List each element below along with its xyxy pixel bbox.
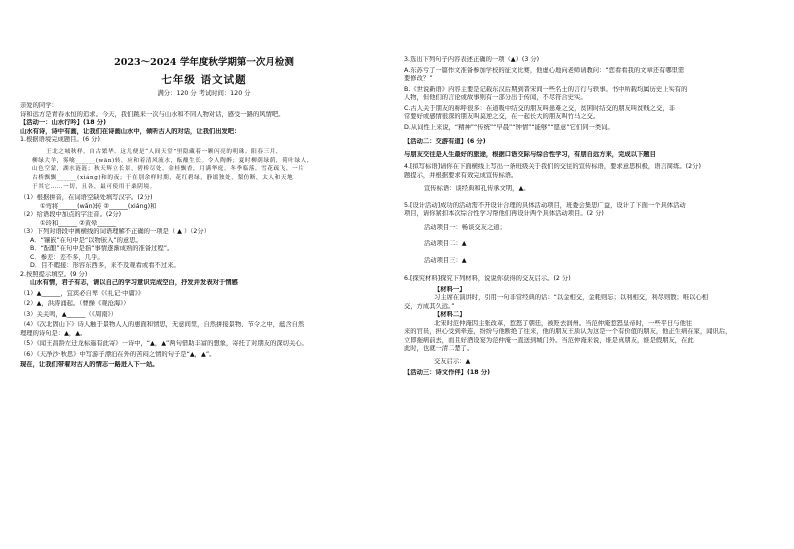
question-2-intro: 山水有情，君子有志，请以自己的学习意识完成空白，抒发并发表对于情感 — [30, 279, 238, 287]
slogan-fill: 宣传标语：谈经典和孔传承文明，▲。 — [424, 185, 530, 192]
material-2-text-cont: 立即拖病前去，而且好酒设宴为范仲淹一直送到城门外。当范仲淹来说，谁是真朋友，谁是假朋友，在此 — [404, 336, 694, 344]
exam-subtitle: 七年级 语文试题 — [161, 73, 247, 86]
question-3: 3.选出下列句子内容表述正确的一项（▲）(3 分) — [404, 56, 540, 63]
left-column — [20, 0, 388, 370]
activity-one-heading: 【活动一：山水行吟】(18 分) — [20, 119, 106, 127]
activity-item-1: 活动项目一：畅谈交友之道； — [424, 223, 506, 231]
right-column — [404, 56, 776, 378]
passage-line: 古桥飘飘______(xìáng)和的夜；于在别余样时期，花红碧绿，静谧独处，梨仿断，太人和天地 — [32, 174, 294, 181]
question-5: 5.[设计活动]成功的活动需不开设计合理的具体活动项目，班委会集思广益，设计了下面一个具体活动 — [404, 201, 686, 209]
material-2-text-cont: 来的官员，担心受到牵连，纷纷与他断绝了往来，他的朋友王质认为这是一个有价值的朋友，他正生病在家，闻讯后， — [404, 328, 732, 335]
question-1: 1.根据语境完成题目。(6 分) — [20, 136, 100, 144]
question-1-2: （2）给语段中加点的字注音。(2分) — [20, 211, 122, 219]
q3-option-a: A.东苏亏了一篇作文准备参加学校的征文比赛，他虚心地向老师请教问：“您看看我的文章还有哪里需 — [404, 66, 685, 74]
question-6: 6.[探究材料]探究下列材料，说说你获得的交友启示。(2 分) — [404, 275, 571, 282]
question-2-4: （4）《次北固山下》诗人触于景物人人的惠面和情思，无意间里，自然拼接景物、节令之中，蕴含自然 — [20, 321, 305, 329]
q3-option-d: D.从词性上来说，“精神”“传统”“早晨”“钟情”“能够”“愿意”它们同一类词。 — [404, 123, 614, 131]
question-2-6: （6）《天净沙·秋思》中写游子漂泊在外的苦闷之情的句子是“▲，▲”。 — [20, 350, 216, 358]
question-2-5: （5）《闻王昌龄左迁龙标遥有此寄》一诗中，“▲，▲”两句借助丰富的想象，寄托了对朋友的深切关心。 — [20, 340, 308, 348]
material-1-text-cont: 交，方成其久远。” — [404, 302, 455, 310]
greeting: 亲爱的同学： — [20, 102, 58, 110]
passage-line: 于其它……一切，且各，最可使用于桑阴境。 — [32, 183, 156, 190]
question-5-cont: 项目，请你紧扣本次综合性学习帮他们再设计两个具体活动项目。(2 分) — [404, 210, 604, 217]
activity-two-heading: 【活动二：交游有道】(6 分) — [404, 138, 486, 145]
question-2-4-cont: 理理的诗句是：▲，▲。 — [20, 329, 87, 337]
question-1-1: （1）根据拼音，在词语空缺处填写汉字。(2分) — [20, 194, 153, 202]
material-1-heading: 【材料一】 — [434, 285, 466, 293]
activity-item-2: 活动项目二：▲ — [424, 240, 467, 247]
passage-line: 山色空蒙，湖水涟涟；秋天辉立长景，碧桥尽处，金桂飘香，月满华庭。冬季临落，雪花疏飞，一片 — [32, 166, 305, 173]
material-2-text: 北宋时范仲淹因主张改革，惹怒了朝廷，被贬去润州。当范仲淹惹怒皇帝时，一些平日与他往 — [434, 319, 693, 327]
q3-option-c: C.古人关于朋友的称呼很多：在道吸中结交的朋友叫患难之交，贫困时结交的朋友叫贫贱之交，非 — [404, 104, 675, 112]
q3-option-b-cont: 人物，但他们的言论或故事则有一部分出于传闻，不尽符合史实。 — [404, 94, 587, 101]
activity-item-3: 活动项目三：▲ — [424, 256, 467, 264]
question-4: 4.[拟写标语]请你在下面横线上写出一条班级关于我们的交往的宣传标语，要求意思积极，语言简练。(2分) — [404, 163, 701, 170]
question-2-2: （2）▲，洪涛涌起。（曹操《观沧海》） — [20, 300, 130, 308]
passage-line: 柳绿大羊，雾噙______(wān)转，应和着清风流水，酝酿生长。令人陶醉；夏时柳荫绿荫，荷叶绿人， — [32, 157, 314, 164]
insight-fill: 交友启示：▲ — [434, 357, 471, 365]
q3-option-a-cont: 要修改？” — [404, 75, 433, 82]
question-2: 2.按照提示填空。(9 分) — [20, 270, 88, 278]
question-2-3: （3）关关鸣，▲______（《周南》） — [20, 310, 118, 318]
material-2-text-cont: 此时，也就一清二楚了。 — [404, 345, 474, 352]
option-a: A．“镶嵌”在句中是“以物嵌入”的意思。 — [30, 236, 142, 244]
question-4-cont: 题提示，并根据要求有效完成宣传标语。 — [404, 171, 518, 179]
exam-meta: 满分：120 分 考试时间：120 分 — [157, 89, 251, 97]
option-c: C．参差：差不多，几乎。 — [30, 253, 104, 261]
question-1-1-blanks: ①弯将______(wān)转 ②______(xiáng)和 — [40, 202, 157, 210]
activity-two-note: 与朋友交往是人生最好的旅途，根据口语交际与综合性学习，有朋自远方来，完成以下题目 — [404, 150, 656, 158]
option-d: D．目不暇接：形容东西多，来不及观看或看不过来。 — [30, 262, 180, 270]
q3-option-c-cont: 常要好或感情很深的朋友叫莫逆之交，在一起长大的朋友叫竹马之交。 — [404, 113, 600, 120]
reading-passage — [20, 148, 388, 191]
intro-text: 诗和远方是青春永恒的追求。今天，我们跳来一次与山水和不同人物对话，感受一路的风情吧。 — [20, 110, 285, 118]
question-1-3: （3）下列对语段中画横线的词语理解不正确的一项是（ ▲ ）（2分） — [20, 228, 211, 236]
option-b: B．“酝酿”在句中是指“事情逐渐成熟的准备过程”。 — [30, 245, 174, 253]
exam-title: 2023～2024 学年度秋学期第一次月检测 — [114, 57, 294, 68]
activity-three-heading: 【活动三：诗文作伴】(18 分) — [404, 369, 490, 376]
material-1-text: 习主席在演讲时，引用一句非常经典的话：“以金相交，金耗则忘；以利相交，利尽则散；唯以心相 — [434, 294, 709, 301]
activity-one-note: 山水有诗，诗中有画，让我们在诗画山水中，倾听古人的对话，让我们出发吧： — [20, 127, 241, 135]
passage-line: 王北之城秋样，自古繁华。这儿便是“人间天堂”里隐藏着一颗闪亮的明珠。阳春三月， — [46, 148, 283, 155]
question-1-2-blanks: ①玲和______ ②黄晕______ — [40, 219, 117, 227]
question-2-1: （1）▲______，宜宾必自卑《《礼记·中庸》》 — [20, 289, 145, 297]
transition-note: 现在，让我们带着对古人的情志一路进入下一站。 — [20, 361, 159, 369]
material-2-heading: 【材料二】 — [434, 311, 466, 318]
q3-option-b: B.《世说新语》内容主要是记载东汉后期到晋宋间一些名士的言行与轶事。书中所载均属历史上实有的 — [404, 85, 688, 93]
